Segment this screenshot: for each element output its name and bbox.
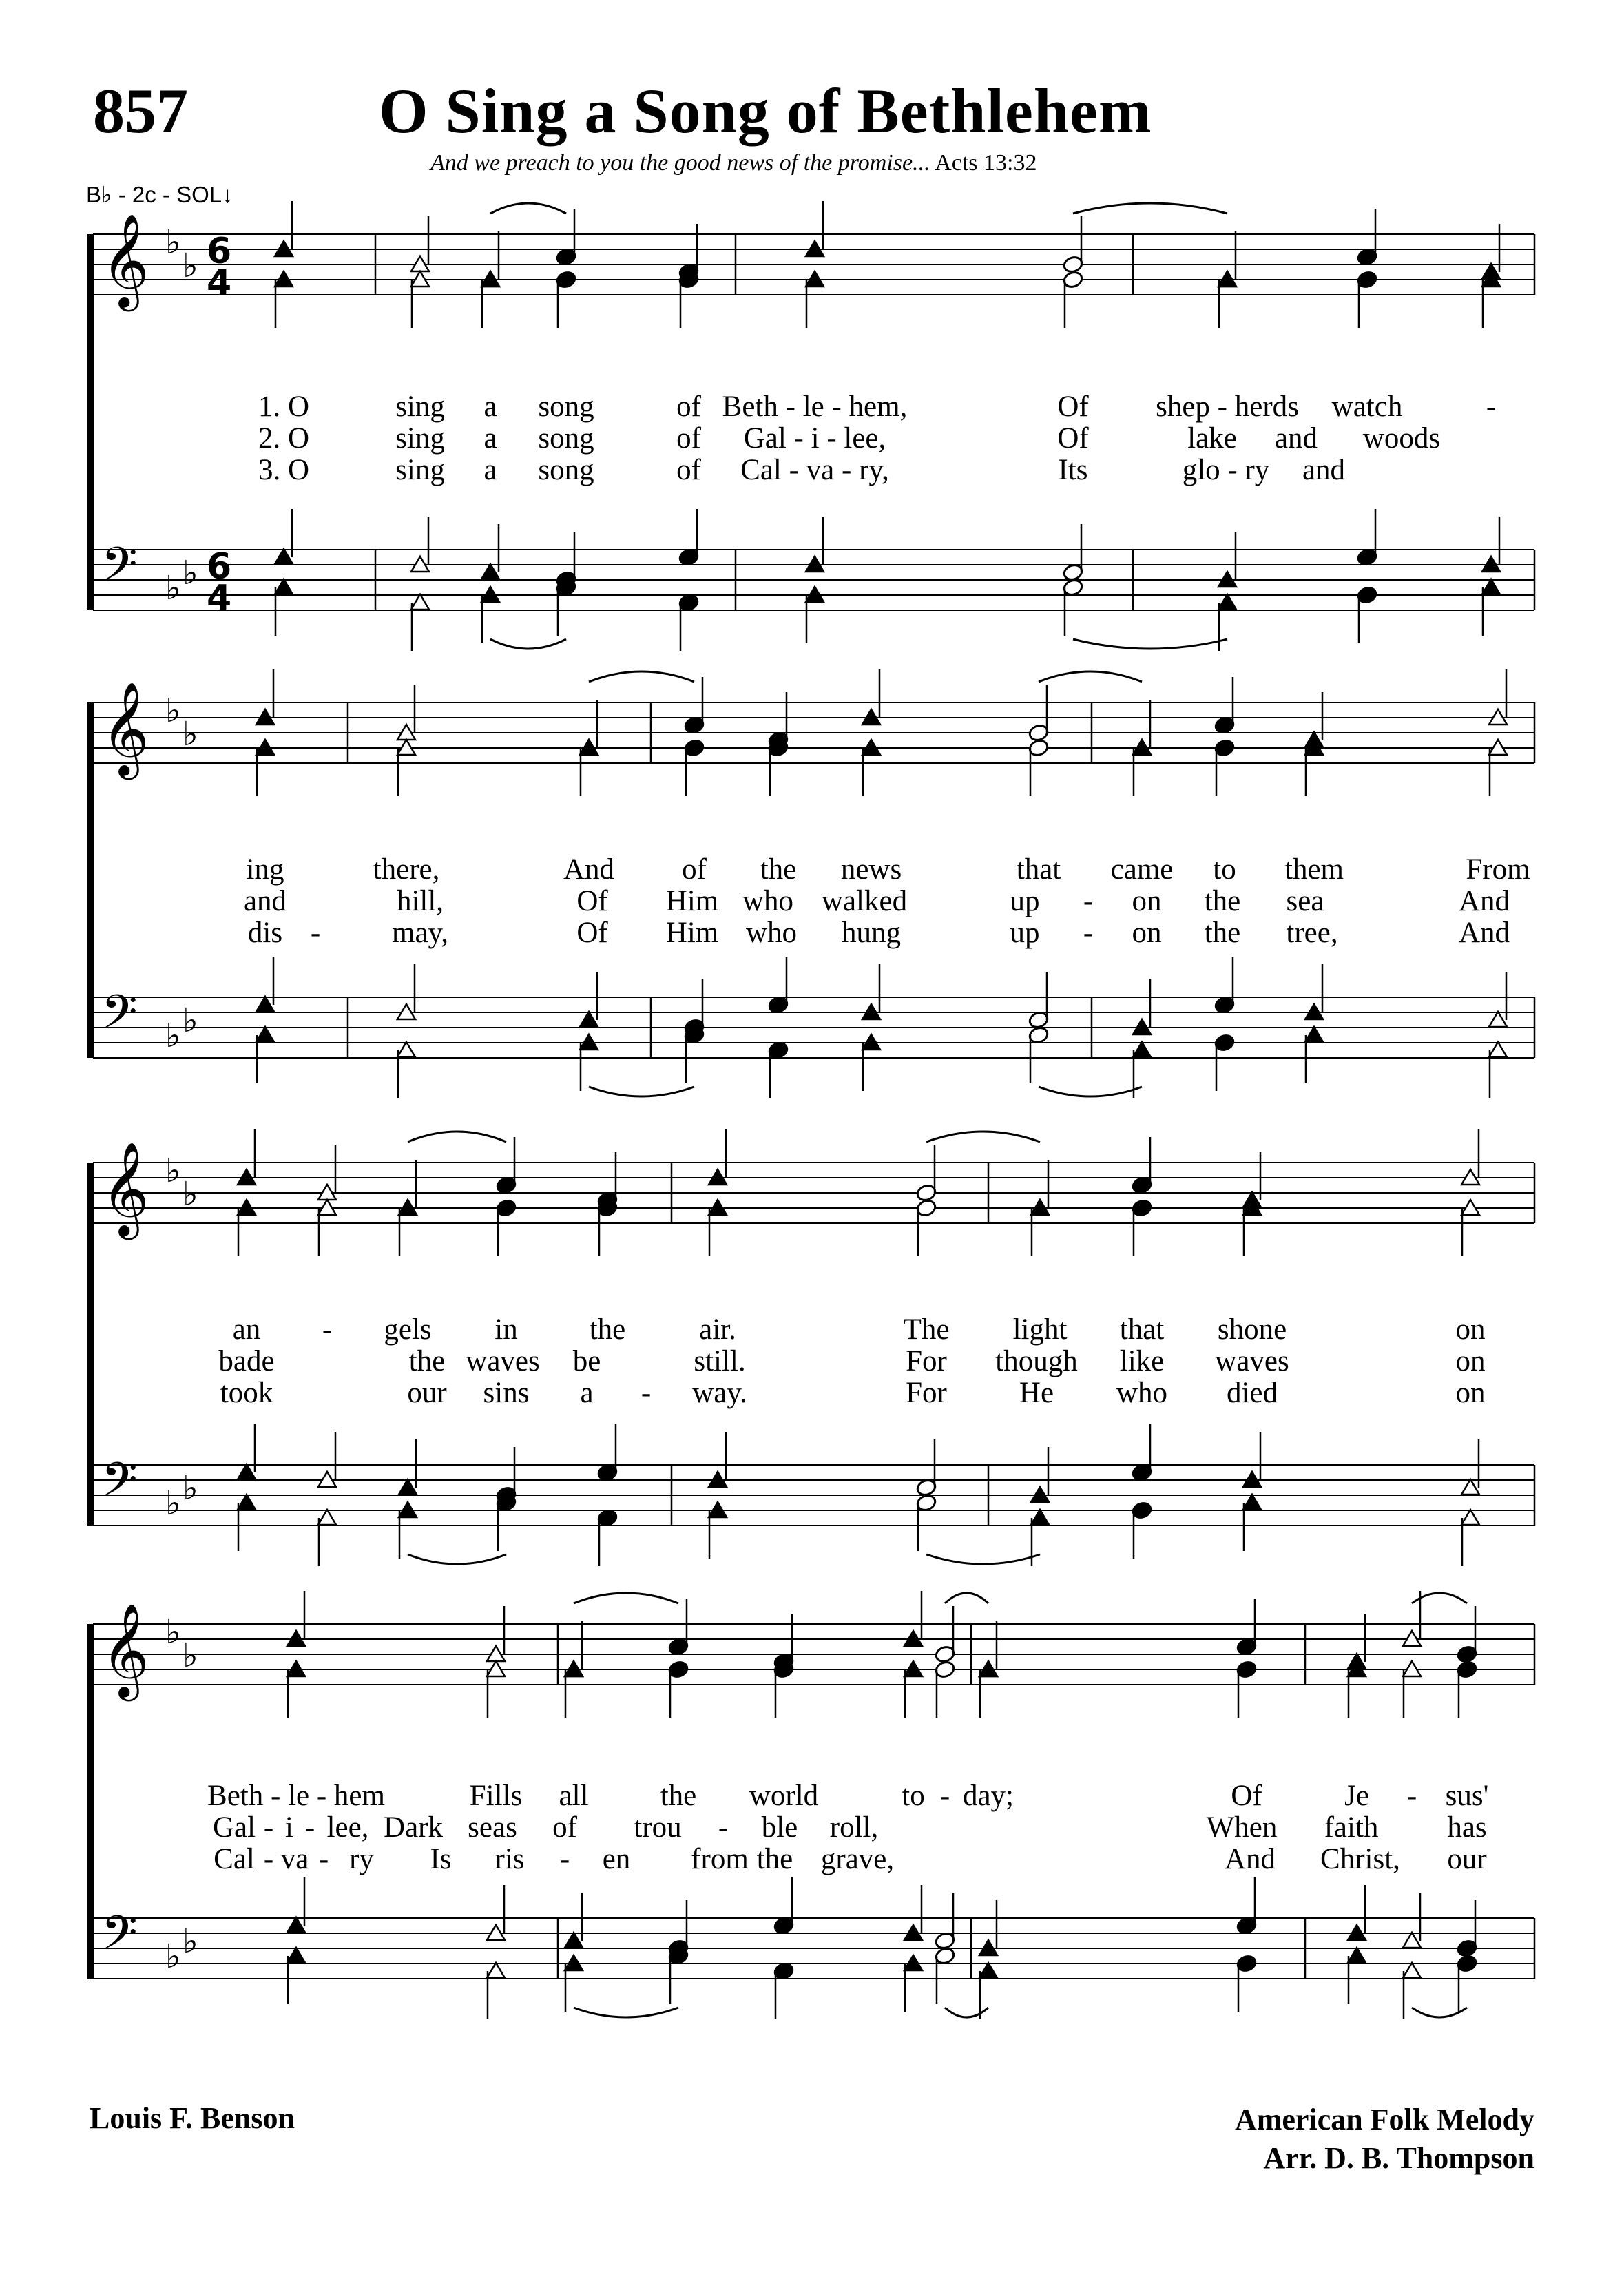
lyric-syllable: on (1455, 1345, 1486, 1377)
slur (490, 639, 566, 649)
epigraph-reference: Acts 13:32 (935, 150, 1037, 176)
slur (574, 1593, 678, 1603)
lyric-syllable: in (495, 1313, 518, 1346)
system-bracket (87, 1624, 93, 1979)
time-signature-bottom: 4 (207, 262, 232, 304)
lyric-syllable: Beth - le - hem, (722, 391, 908, 423)
lyric-syllable: Je (1344, 1780, 1369, 1812)
lyric-syllable: of (682, 853, 707, 886)
slur (408, 1132, 506, 1142)
lyric-syllable: - (1486, 391, 1497, 423)
lyric-syllable: the (1204, 885, 1241, 917)
lyric-syllable: ing (246, 853, 284, 886)
lyric-syllable: shone (1217, 1313, 1287, 1346)
lyric-syllable: dis (247, 917, 283, 949)
lyric-syllable: 1. O (258, 391, 310, 423)
lyric-syllable: sing (395, 422, 445, 455)
lyric-syllable: and (1274, 422, 1318, 455)
flat-icon: ♭ (165, 1937, 181, 1976)
lyric-syllable: - (1406, 1780, 1417, 1812)
lyric-syllable: Is (430, 1843, 452, 1875)
bass-note (1461, 1510, 1479, 1525)
lyric-syllable: glo - ry (1182, 454, 1270, 486)
words-credit: Louis F. Benson (90, 2101, 295, 2135)
lyric-syllable: like (1119, 1345, 1165, 1377)
lyric-syllable: Of (1057, 422, 1089, 455)
treble-clef-icon: 𝄞 (101, 1602, 149, 1697)
flat-icon: ♭ (165, 569, 181, 607)
lyric-syllable: sing (395, 391, 445, 423)
epigraph-quote: And we preach to you the good news of the promise... (430, 150, 930, 176)
lyric-syllable: hung (842, 917, 901, 949)
lyric-syllable: ry (349, 1843, 374, 1875)
lyric-syllable: i (285, 1811, 293, 1844)
flat-icon: ♭ (165, 1613, 181, 1652)
lyric-syllable: - (263, 1843, 274, 1875)
bass-clef-icon: 𝄢 (101, 1906, 138, 1972)
lyric-syllable: And (1458, 885, 1510, 917)
bass-note (256, 1027, 274, 1042)
lyric-syllable: came (1110, 853, 1174, 886)
slur (490, 203, 566, 214)
lyric-syllable: the (1204, 917, 1241, 949)
tenor-note (1489, 1012, 1507, 1027)
lyric-syllable: song (538, 391, 594, 423)
lyric-syllable: air. (699, 1313, 736, 1346)
lyric-syllable: And (563, 853, 615, 886)
tenor-note (256, 997, 274, 1012)
lyric-syllable: Beth - le - hem (207, 1780, 385, 1812)
slur (589, 671, 694, 682)
lyric-syllable: of (676, 422, 701, 455)
lyric-syllable: a (483, 454, 497, 486)
lyric-syllable: waves (466, 1345, 540, 1377)
lyric-syllable: of (676, 391, 701, 423)
lyric-syllable: sins (483, 1377, 530, 1409)
lyric-syllable: en (602, 1843, 631, 1875)
treble-clef-icon: 𝄞 (101, 680, 149, 775)
bass-note (287, 1948, 305, 1963)
lyric-syllable: our (407, 1377, 447, 1409)
lyric-syllable: be (572, 1345, 601, 1377)
lyric-syllable: who (742, 885, 794, 917)
lyric-syllable: - (304, 1811, 315, 1844)
lyric-syllable: them (1284, 853, 1344, 886)
flat-icon: ♭ (183, 1001, 198, 1040)
hymn-title: O Sing a Song of Bethlehem (379, 76, 1152, 146)
system-bracket (87, 1163, 93, 1526)
lyric-syllable: lee, (326, 1811, 369, 1844)
system-bracket (87, 702, 93, 1058)
system-bracket (87, 234, 93, 610)
lyric-syllable: Gal - i - lee, (743, 422, 886, 455)
music-credit (1235, 2101, 1534, 2178)
lyric-syllable: and (1302, 454, 1346, 486)
lyric-syllable: a (580, 1377, 594, 1409)
lyric-syllable: - (310, 917, 321, 949)
hymn-number: 857 (93, 76, 188, 146)
tenor-note (565, 1933, 583, 1948)
lyric-syllable: Of (576, 917, 608, 949)
bass-note (979, 1963, 997, 1978)
arranger-credit: Arr. D. B. Thompson (1263, 2141, 1534, 2175)
lyric-syllable: who (745, 917, 798, 949)
lyric-syllable: the (589, 1313, 626, 1346)
bass-note (1243, 1495, 1261, 1510)
lyric-syllable: of (552, 1811, 577, 1844)
lyric-syllable: way. (692, 1377, 747, 1409)
flat-icon: ♭ (165, 223, 181, 262)
lyric-syllable: world (749, 1780, 819, 1812)
lyric-syllable: Its (1058, 454, 1088, 486)
bass-clef-icon: 𝄢 (101, 1453, 138, 1519)
bass-note (1489, 1042, 1507, 1057)
lyric-syllable: waves (1215, 1345, 1289, 1377)
lyric-syllable: that (1119, 1313, 1165, 1346)
lyric-syllable: Cal - va - ry, (740, 454, 889, 486)
lyric-syllable: watch (1331, 391, 1403, 423)
lyric-syllable: bade (218, 1345, 275, 1377)
lyric-syllable: roll, (829, 1811, 879, 1844)
tenor-note (238, 1464, 256, 1479)
lyric-syllable: ble (761, 1811, 798, 1844)
lyric-syllable: lake (1187, 422, 1237, 455)
bass-note (411, 594, 429, 610)
lyric-syllable: on (1455, 1313, 1486, 1346)
tenor-note (1461, 1479, 1479, 1495)
lyric-syllable: - (559, 1843, 570, 1875)
lyric-syllable: For (906, 1377, 947, 1409)
lyric-syllable: tree, (1286, 917, 1338, 949)
lyric-syllable: took (220, 1377, 273, 1409)
lyric-syllable: died (1226, 1377, 1278, 1409)
slur (574, 2008, 678, 2017)
flat-icon: ♭ (183, 247, 198, 285)
lyric-syllable: Him (665, 917, 719, 949)
bass-note (1218, 594, 1236, 610)
lyric-syllable: light (1012, 1313, 1068, 1346)
lyric-syllable: may, (392, 917, 448, 949)
lyric-syllable: walked (821, 885, 908, 917)
lyric-syllable: sea (1286, 885, 1324, 917)
lyric-syllable: an (232, 1313, 261, 1346)
lyric-syllable: Cal (214, 1843, 255, 1875)
lyric-syllable: seas (468, 1811, 517, 1844)
lyric-syllable: who (1116, 1377, 1168, 1409)
slur (1073, 203, 1227, 214)
slur (926, 1554, 1040, 1564)
bass-note (1482, 579, 1500, 594)
lyric-syllable: When (1206, 1811, 1278, 1844)
flat-icon: ♭ (183, 1175, 198, 1214)
bass-clef-icon: 𝄢 (101, 986, 138, 1051)
lyric-syllable: song (538, 422, 594, 455)
lyric-syllable: Dark (384, 1811, 443, 1844)
bass-note (1031, 1510, 1049, 1525)
bass-clef-icon: 𝄢 (101, 538, 138, 603)
treble-clef-icon: 𝄞 (101, 1141, 149, 1236)
lyric-syllable: that (1016, 853, 1061, 886)
lyric-syllable: va (280, 1843, 309, 1875)
bass-note (1305, 1027, 1323, 1042)
lyric-syllable: shep - herds (1156, 391, 1299, 423)
lyric-syllable: a (483, 422, 497, 455)
lyric-syllable: up (1010, 917, 1040, 949)
slur (945, 2008, 988, 2017)
lyric-syllable: the (408, 1345, 446, 1377)
lyric-syllable: - (322, 1313, 333, 1346)
lyric-syllable: from (691, 1843, 749, 1875)
lyric-syllable: and (243, 885, 287, 917)
lyric-syllable: of (676, 454, 701, 486)
treble-clef-icon: 𝄞 (101, 212, 149, 307)
lyric-syllable: - (718, 1811, 729, 1844)
lyric-syllable: Gal (212, 1811, 256, 1844)
lyric-syllable: the (756, 1843, 793, 1875)
flat-icon: ♭ (183, 1636, 198, 1675)
lyric-syllable: - (641, 1377, 652, 1409)
lyric-syllable: there, (373, 853, 440, 886)
time-signature-top: 6 (207, 231, 232, 272)
lyric-syllable: on (1132, 885, 1162, 917)
lyric-syllable: on (1455, 1377, 1486, 1409)
flat-icon: ♭ (183, 554, 198, 592)
lyric-syllable: song (538, 454, 594, 486)
tenor-note (275, 549, 293, 564)
lyric-syllable: a (483, 391, 497, 423)
flat-icon: ♭ (165, 691, 181, 730)
lyric-syllable: Christ, (1320, 1843, 1400, 1875)
lyric-syllable: And (1224, 1843, 1276, 1875)
lyric-syllable: Of (1231, 1780, 1262, 1812)
tenor-note (1403, 1933, 1421, 1948)
composer-credit: American Folk Melody (1234, 2103, 1534, 2136)
lyric-syllable: still. (694, 1345, 746, 1377)
slur (945, 1593, 988, 1603)
lyric-syllable: up (1010, 885, 1040, 917)
lyric-syllable: - (1083, 917, 1094, 949)
lyric-syllable: the (660, 1780, 697, 1812)
lyric-syllable: the (760, 853, 797, 886)
flat-icon: ♭ (165, 1484, 181, 1523)
lyric-syllable: - (318, 1843, 329, 1875)
lyric-syllable: 3. O (258, 454, 310, 486)
bass-note (397, 1042, 415, 1057)
slur (1039, 671, 1142, 682)
lyric-syllable: faith (1324, 1811, 1379, 1844)
lyric-syllable: For (906, 1345, 947, 1377)
slur (1073, 639, 1227, 649)
bass-note (1348, 1948, 1366, 1963)
tenor-note (399, 1479, 417, 1495)
lyric-syllable: all (559, 1780, 589, 1812)
lyric-syllable: to (902, 1780, 925, 1812)
lyric-syllable: sus' (1445, 1780, 1489, 1812)
bass-note (238, 1495, 256, 1510)
flat-icon: ♭ (183, 1469, 198, 1508)
tenor-note (481, 564, 499, 579)
lyric-syllable: has (1447, 1811, 1487, 1844)
lyric-syllable: Fills (469, 1780, 523, 1812)
lyric-syllable: Of (576, 885, 608, 917)
tenor-note (287, 1917, 305, 1933)
slur (589, 1087, 694, 1096)
key-signature-info: B♭ - 2c - SOL↓ (86, 182, 233, 207)
time-signature-bottom: 4 (207, 578, 232, 619)
lyric-syllable: Of (1057, 391, 1089, 423)
lyric-syllable: trou (634, 1811, 682, 1844)
lyric-syllable: And (1458, 917, 1510, 949)
lyric-syllable: sing (395, 454, 445, 486)
flat-icon: ♭ (165, 1152, 181, 1190)
lyric-syllable: news (840, 853, 902, 886)
lyric-syllable: ris (495, 1843, 525, 1875)
flat-icon: ♭ (183, 1922, 198, 1961)
lyric-syllable: - (263, 1811, 274, 1844)
lyric-syllable: day; (962, 1780, 1014, 1812)
tenor-note (580, 1012, 598, 1027)
slur (1039, 1087, 1142, 1096)
lyric-syllable: on (1132, 917, 1162, 949)
time-signature-top: 6 (207, 546, 232, 587)
lyric-syllable: - (1083, 885, 1094, 917)
lyric-syllable: hill, (396, 885, 444, 917)
lyric-syllable: grave, (820, 1843, 895, 1875)
flat-icon: ♭ (165, 1017, 181, 1055)
lyric-syllable: 2. O (258, 422, 310, 455)
lyric-syllable: to (1213, 853, 1236, 886)
lyric-syllable: He (1019, 1377, 1054, 1409)
lyric-syllable: From (1466, 853, 1530, 886)
bass-note (487, 1963, 505, 1978)
lyric-syllable: The (903, 1313, 950, 1346)
bass-note (318, 1510, 336, 1525)
lyric-syllable: gels (384, 1313, 432, 1346)
lyric-syllable: our (1447, 1843, 1487, 1875)
bass-note (1133, 1042, 1151, 1057)
bass-note (1403, 1963, 1421, 1978)
slur (408, 1554, 506, 1564)
lyric-syllable: - (939, 1780, 950, 1812)
lyric-syllable: woods (1362, 422, 1441, 455)
slur (926, 1132, 1040, 1142)
bass-note (275, 579, 293, 594)
flat-icon: ♭ (183, 715, 198, 753)
lyric-syllable: Him (665, 885, 719, 917)
lyric-syllable: though (995, 1345, 1078, 1377)
